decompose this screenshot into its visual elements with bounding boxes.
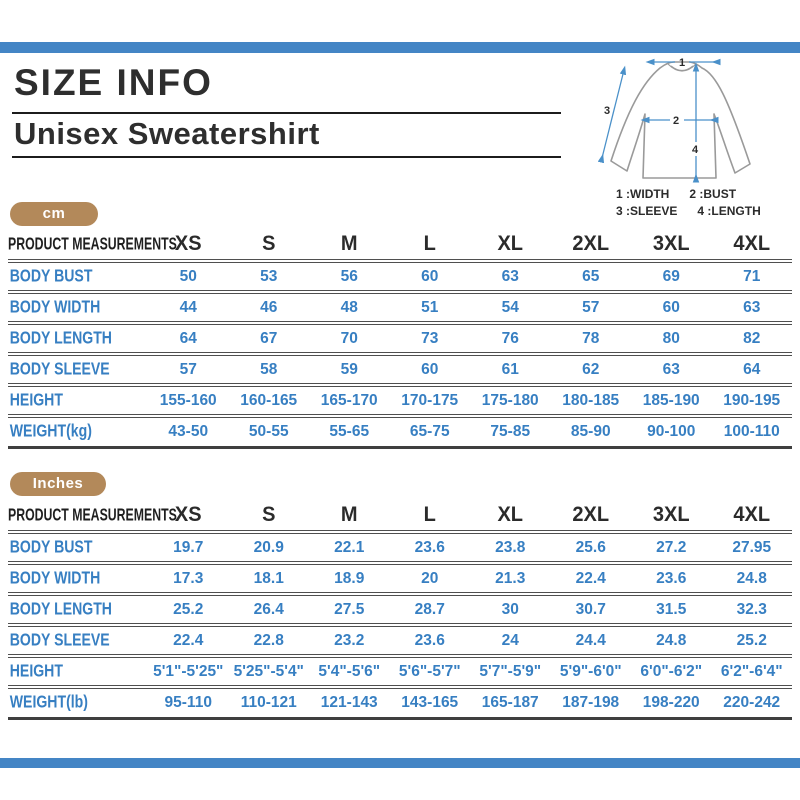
measurement-value: 55-65 [329,422,370,440]
measurement-value: 220-242 [723,693,781,711]
measurement-value: 5'25"-5'4" [233,662,304,680]
measurement-value: 5'7"-5'9" [479,662,542,680]
cm-table-container [8,230,792,449]
size-column-header: XL [497,232,524,256]
measurement-value: 53 [260,267,278,285]
measurement-value: 50 [179,267,197,285]
measurement-value: 165-187 [481,693,539,711]
sweater-measurement-diagram [598,54,794,186]
table-row [8,323,792,354]
measurement-value: 22.4 [575,569,606,587]
size-column-header: L [423,503,436,527]
measurement-value: 85-90 [570,422,611,440]
measurement-value: 110-121 [240,693,297,711]
measurement-value: 63 [501,267,519,285]
row-label: BODY LENGTH [9,328,112,348]
size-column-header: XS [174,232,202,256]
measurement-value: 18.1 [253,569,284,587]
top-accent-bar [0,42,800,53]
measurement-value: 27.95 [732,538,772,556]
product-measurements-header: PRODUCT MEASUREMENTS [8,234,177,254]
size-column-header: 2XL [572,503,610,527]
size-column-header: 2XL [572,232,610,256]
measurement-value: 18.9 [334,569,365,587]
unit-badge-cm: cm [10,202,98,226]
measurement-value: 60 [421,267,439,285]
measurement-value: 44 [179,298,197,316]
table-row [8,354,792,385]
measurement-value: 90-100 [647,422,696,440]
unit-badge-inches: Inches [10,472,106,496]
bottom-accent-bar [0,758,800,768]
product-measurements-header: PRODUCT MEASUREMENTS [8,505,177,525]
measurement-value: 25.6 [575,538,606,556]
measurement-value: 185-190 [642,391,700,409]
table-header-row [8,501,792,532]
size-column-header: XS [174,503,202,527]
row-label: BODY BUST [9,537,93,557]
size-column-header: L [423,232,436,256]
measurement-value: 63 [743,298,761,316]
measurement-value: 22.1 [334,538,365,556]
table-row [8,625,792,656]
measurement-value: 69 [662,267,680,285]
size-column-header: XL [497,503,524,527]
measurement-value: 70 [340,329,358,347]
row-label: BODY SLEEVE [9,359,110,379]
table-row [8,594,792,625]
measurement-value: 5'6"-5'7" [398,662,461,680]
measurement-value: 65-75 [409,422,450,440]
diagram-num-4: 4 [692,144,699,156]
row-label: HEIGHT [9,390,63,410]
row-label: WEIGHT(kg) [9,421,92,441]
diagram-legend [616,186,796,220]
measurement-value: 190-195 [723,391,781,409]
measurement-value: 155-160 [159,391,217,409]
table-row [8,385,792,416]
measurement-value: 76 [501,329,519,347]
measurement-value: 24.4 [575,631,606,649]
measurement-value: 50-55 [248,422,289,440]
row-label: BODY WIDTH [9,568,101,588]
legend-item-width: 1 :WIDTH [616,187,670,201]
measurement-value: 22.8 [253,631,284,649]
product-title-block [12,112,561,158]
measurement-value: 78 [582,329,600,347]
measurement-value: 6'0"-6'2" [640,662,703,680]
measurement-value: 71 [743,267,761,285]
legend-item-length: 4 :LENGTH [697,204,761,218]
measurement-value: 28.7 [414,600,445,618]
measurement-value: 160-165 [240,391,298,409]
measurement-value: 21.3 [495,569,526,587]
measurement-value: 165-170 [320,391,378,409]
measurement-value: 30 [501,600,519,618]
measurement-value: 60 [421,360,439,378]
measurement-value: 56 [340,267,358,285]
measurement-value: 57 [582,298,600,316]
measurement-value: 6'2"-6'4" [720,662,783,680]
measurement-value: 64 [179,329,197,347]
measurement-value: 30.7 [575,600,606,618]
measurement-value: 19.7 [173,538,204,556]
measurement-value: 82 [743,329,761,347]
measurement-value: 95-110 [164,693,212,711]
measurement-value: 23.8 [495,538,526,556]
legend-item-bust: 2 :BUST [689,187,737,201]
measurement-value: 27.5 [334,600,365,618]
row-label: BODY LENGTH [9,599,112,619]
table-row [8,416,792,447]
product-title: Unisex Sweatershirt [14,116,320,151]
size-column-header: S [262,232,276,256]
measurement-value: 64 [743,360,761,378]
measurement-value: 46 [260,298,278,316]
diagram-num-2: 2 [673,115,680,127]
table-row [8,261,792,292]
measurement-value: 27.2 [656,538,687,556]
table-row [8,687,792,718]
inches-table-container [8,501,792,720]
sweater-outline [611,62,750,178]
measurement-value: 5'1"-5'25" [153,662,224,680]
measurement-value: 5'4"-5'6" [318,662,381,680]
measurement-value: 73 [421,329,439,347]
measurement-value: 75-85 [490,422,531,440]
size-column-header: 3XL [652,503,690,527]
measurement-value: 58 [260,360,278,378]
row-label: BODY SLEEVE [9,630,110,650]
table-row [8,563,792,594]
size-column-header: M [340,232,358,256]
measurement-value: 198-220 [642,693,700,711]
measurement-value: 67 [260,329,278,347]
size-column-header: 3XL [652,232,690,256]
row-label: BODY BUST [9,266,93,286]
cm-size-table [8,230,792,449]
measurement-value: 170-175 [401,391,459,409]
diagram-num-1: 1 [679,57,686,69]
size-column-header: M [340,503,358,527]
sweater-diagram-icon [598,54,794,186]
inches-size-table [8,501,792,720]
table-header-row [8,230,792,261]
measurement-value: 143-165 [401,693,459,711]
measurement-value: 100-110 [723,422,780,440]
measurement-value: 57 [179,360,197,378]
measurement-value: 24.8 [736,569,767,587]
page-title: SIZE INFO [14,62,213,103]
diagram-num-3: 3 [604,105,611,117]
measurement-value: 62 [582,360,600,378]
measurement-value: 121-143 [320,693,378,711]
table-row [8,292,792,323]
measurement-value: 25.2 [173,600,204,618]
measurement-value: 23.6 [656,569,687,587]
measurement-value: 22.4 [173,631,204,649]
measurement-value: 24.8 [656,631,687,649]
measurement-value: 23.2 [334,631,365,649]
row-label: WEIGHT(lb) [9,692,88,712]
measurement-value: 65 [582,267,600,285]
measurement-value: 61 [501,360,519,378]
row-label: BODY WIDTH [9,297,101,317]
measurement-value: 187-198 [562,693,620,711]
measurement-value: 20 [421,569,439,587]
legend-item-sleeve: 3 :SLEEVE [616,204,678,218]
size-column-header: 4XL [733,503,771,527]
measurement-value: 17.3 [173,569,204,587]
measurement-value: 26.4 [253,600,284,618]
measurement-value: 43-50 [168,422,209,440]
measurement-value: 54 [501,298,519,316]
measurement-value: 180-185 [562,391,620,409]
measurement-value: 25.2 [736,631,767,649]
table-row [8,656,792,687]
measurement-value: 5'9"-6'0" [559,662,622,680]
measurement-value: 23.6 [414,538,445,556]
measurement-value: 24 [501,631,519,649]
size-column-header: 4XL [733,232,771,256]
measurement-value: 48 [340,298,358,316]
measurement-value: 20.9 [253,538,284,556]
measurement-value: 80 [662,329,680,347]
measurement-value: 175-180 [481,391,539,409]
table-row [8,532,792,563]
measurement-value: 23.6 [414,631,445,649]
size-column-header: S [262,503,276,527]
measurement-value: 51 [421,298,439,316]
measurement-value: 63 [662,360,680,378]
measurement-value: 59 [340,360,358,378]
row-label: HEIGHT [9,661,63,681]
measurement-value: 60 [662,298,680,316]
measurement-value: 32.3 [736,600,767,618]
measurement-value: 31.5 [656,600,687,618]
